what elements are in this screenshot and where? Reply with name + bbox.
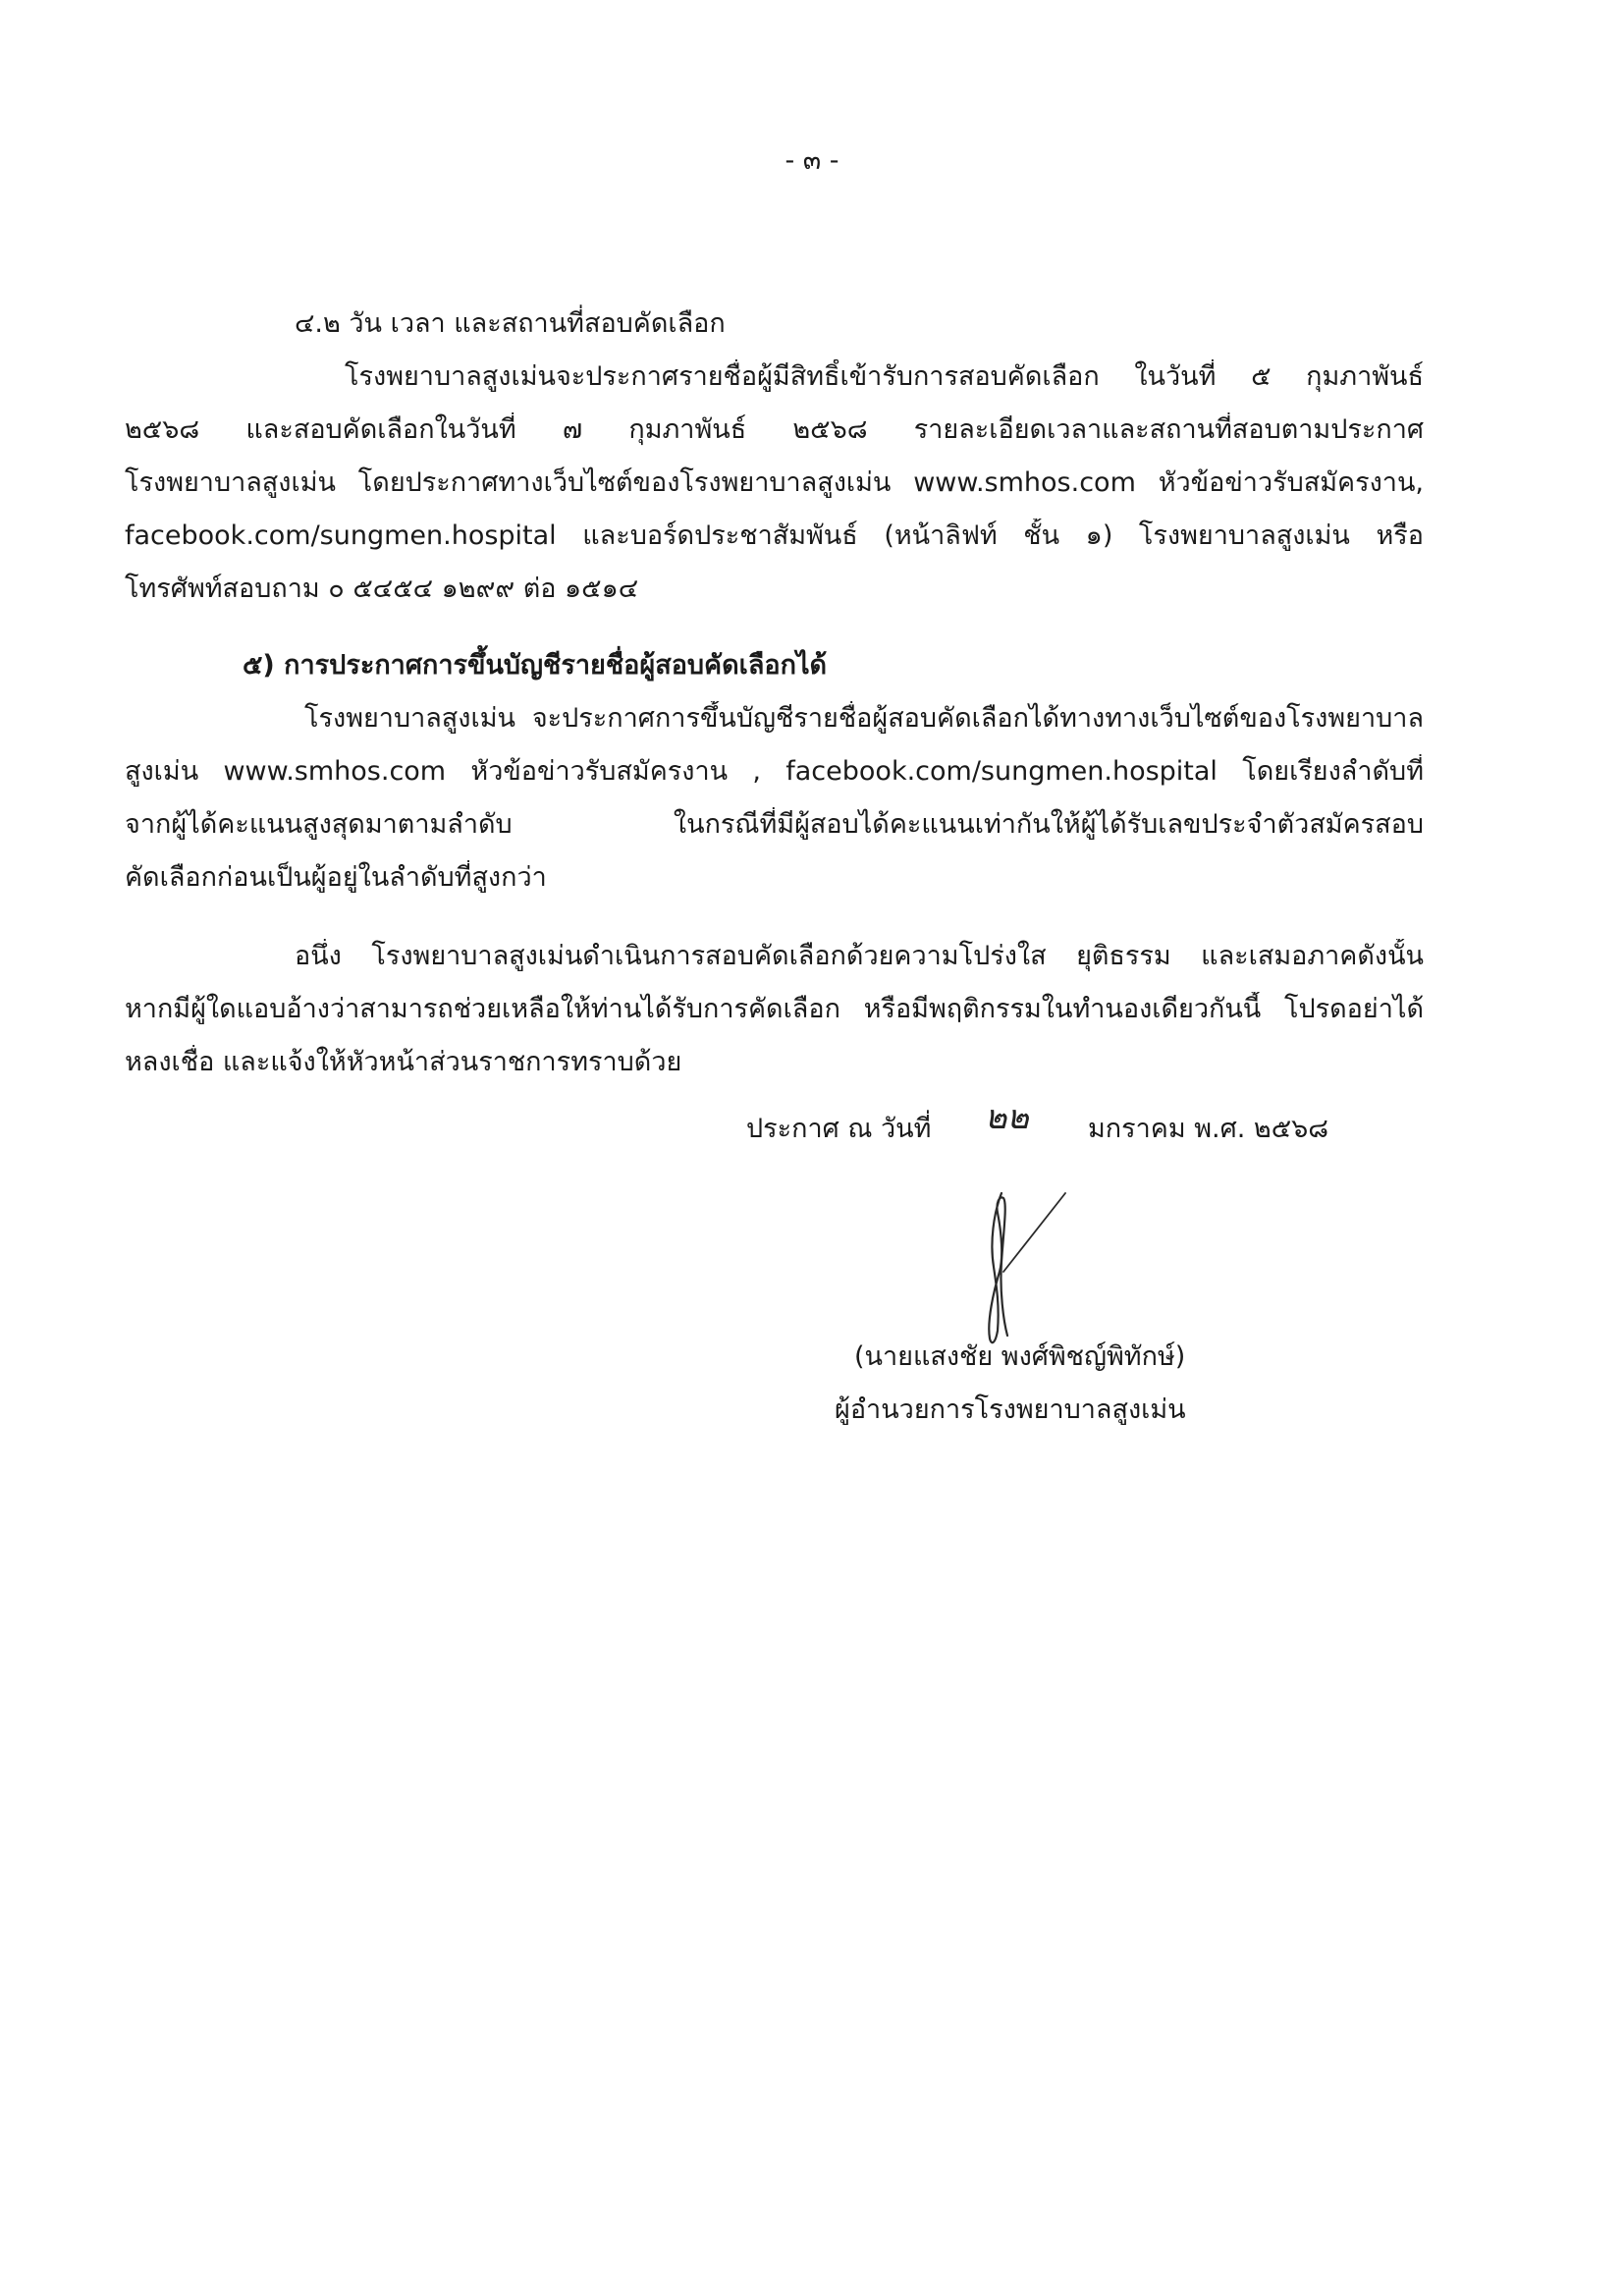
section-5-line-1: โรงพยาบาลสูงเม่น จะประกาศการขึ้นบัญชีรายชื่อผู้สอบคัดเลือกได้ทางทางเว็บไซต์ของโรงพยาบาล <box>304 703 1424 734</box>
signatory-position: ผู้อำนวยการโรงพยาบาลสูงเม่น <box>835 1394 1186 1425</box>
handwritten-day: ๒๒ <box>985 1098 1029 1137</box>
section-4-2-line-1: โรงพยาบาลสูงเม่นจะประกาศรายชื่อผู้มีสิทธิ์เข้ารับการสอบคัดเลือก ในวันที่ ๕ กุมภาพันธ์ <box>345 361 1424 392</box>
handwritten-signature <box>943 1174 1080 1350</box>
notice-line-2: หากมีผู้ใดแอบอ้างว่าสามารถช่วยเหลือให้ท่านได้รับการคัดเลือก หรือมีพฤติกรรมในทำนองเดียวกันนี้ โปรดอย่าได้ <box>125 994 1424 1024</box>
notice-line-1: อนึ่ง โรงพยาบาลสูงเม่นดำเนินการสอบคัดเลือกด้วยความโปร่งใส ยุติธรรม และเสมอภาคดังนั้น <box>295 941 1424 971</box>
announcement-date-suffix: มกราคม พ.ศ. ๒๕๖๘ <box>1088 1114 1329 1144</box>
section-4-2-line-5: โทรศัพท์สอบถาม ๐ ๕๔๕๔ ๑๒๙๙ ต่อ ๑๕๑๔ <box>125 574 639 604</box>
section-5-line-4: คัดเลือกก่อนเป็นผู้อยู่ในลำดับที่สูงกว่า <box>125 862 547 893</box>
announcement-date-prefix: ประกาศ ณ วันที่ <box>746 1114 932 1144</box>
section-4-2-line-4: facebook.com/sungmen.hospital และบอร์ดประชาสัมพันธ์ (หน้าลิฟท์ ชั้น ๑) โรงพยาบาลสูงเม่น หรือ <box>125 520 1424 551</box>
section-5-line-2: สูงเม่น www.smhos.com หัวข้อข่าวรับสมัครงาน , facebook.com/sungmen.hospital โดยเรียงลำดับที่ <box>125 756 1424 787</box>
section-4-2-heading: ๔.๒ วัน เวลา และสถานที่สอบคัดเลือก <box>295 308 726 339</box>
signatory-name: (นายแสงชัย พงศ์พิชญ์พิทักษ์) <box>854 1341 1186 1372</box>
page-number: - ๓ - <box>785 145 839 176</box>
section-5-heading: ๕) การประกาศการขึ้นบัญชีรายชื่อผู้สอบคัดเลือกได้ <box>243 650 828 681</box>
section-4-2-line-3: โรงพยาบาลสูงเม่น โดยประกาศทางเว็บไซต์ของโรงพยาบาลสูงเม่น www.smhos.com หัวข้อข่าวรับสมัครงาน, <box>125 467 1424 498</box>
section-5-line-3: จากผู้ได้คะแนนสูงสุดมาตามลำดับ ในกรณีที่มีผู้สอบได้คะแนนเท่ากันให้ผู้ได้รับเลขประจำตัวสมัครสอบ <box>125 809 1424 840</box>
notice-line-3: หลงเชื่อ และแจ้งให้หัวหน้าส่วนราชการทราบด้วย <box>125 1047 682 1077</box>
section-4-2-line-2: ๒๕๖๘ และสอบคัดเลือกในวันที่ ๗ กุมภาพันธ์ ๒๕๖๘ รายละเอียดเวลาและสถานที่สอบตามประกาศ <box>125 414 1424 445</box>
